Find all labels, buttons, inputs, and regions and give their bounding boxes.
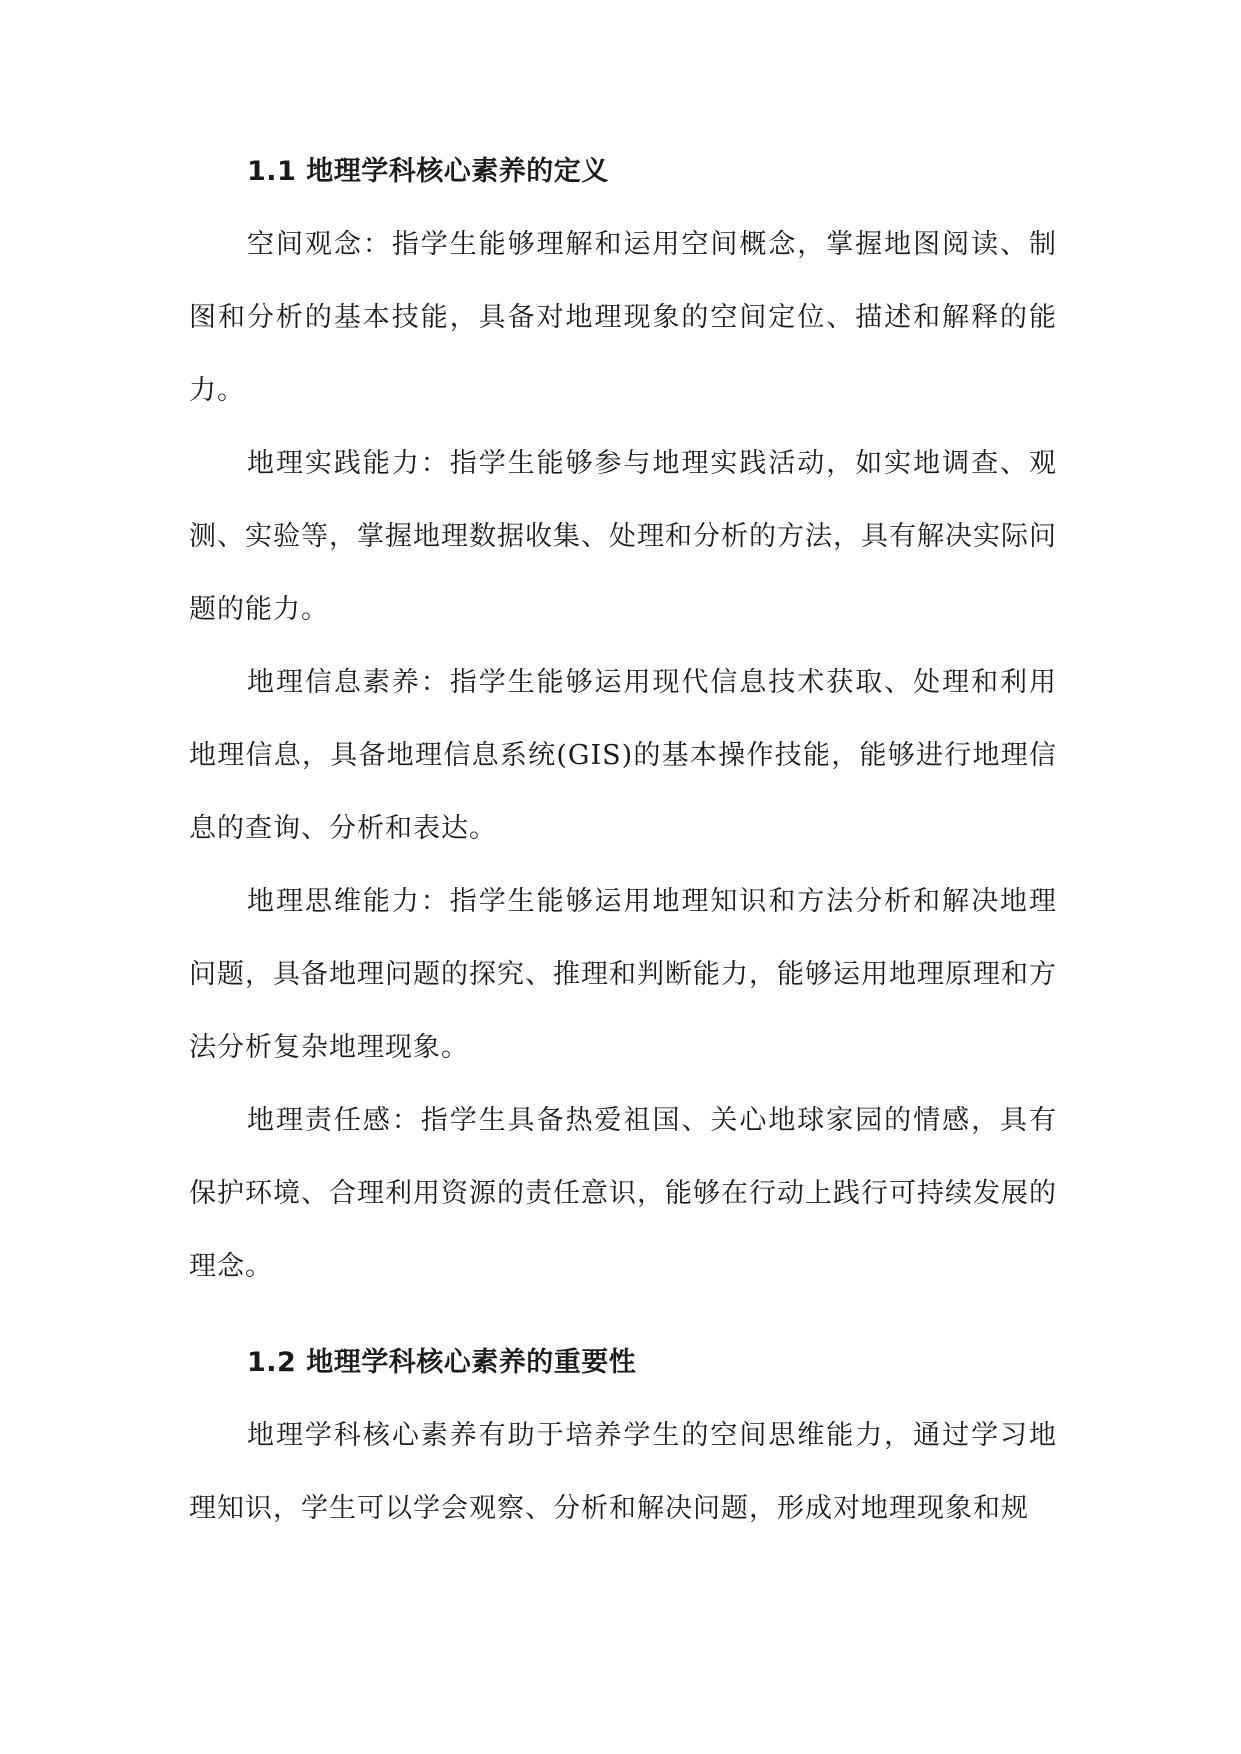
section-heading-1-2: 1.2 地理学科核心素养的重要性	[247, 1347, 637, 1378]
paragraph-practice-ability: 地理实践能力：指学生能够参与地理实践活动，如实地调查、观测、实验等，掌握地理数据收集、处理和分析的方法，具有解决实际问题的能力。	[189, 448, 1057, 625]
document-page	[189, 140, 1057, 1545]
paragraph-information-literacy: 地理信息素养：指学生能够运用现代信息技术获取、处理和利用地理信息，具备地理信息系统(GIS)的基本操作技能，能够进行地理信息的查询、分析和表达。	[189, 667, 1057, 844]
paragraph-spatial-concept: 空间观念：指学生能够理解和运用空间概念，掌握地图阅读、制图和分析的基本技能，具备对地理现象的空间定位、描述和解释的能力。	[189, 229, 1057, 406]
section-heading-1-1: 1.1 地理学科核心素养的定义	[247, 156, 609, 187]
paragraph-responsibility: 地理责任感：指学生具备热爱祖国、关心地球家园的情感，具有保护环境、合理利用资源的责任意识，能够在行动上践行可持续发展的理念。	[189, 1105, 1057, 1282]
paragraph-importance: 地理学科核心素养有助于培养学生的空间思维能力，通过学习地理知识，学生可以学会观察、分析和解决问题，形成对地理现象和规	[189, 1420, 1057, 1524]
paragraph-thinking-ability: 地理思维能力：指学生能够运用地理知识和方法分析和解决地理问题，具备地理问题的探究、推理和判断能力，能够运用地理原理和方法分析复杂地理现象。	[189, 886, 1057, 1063]
